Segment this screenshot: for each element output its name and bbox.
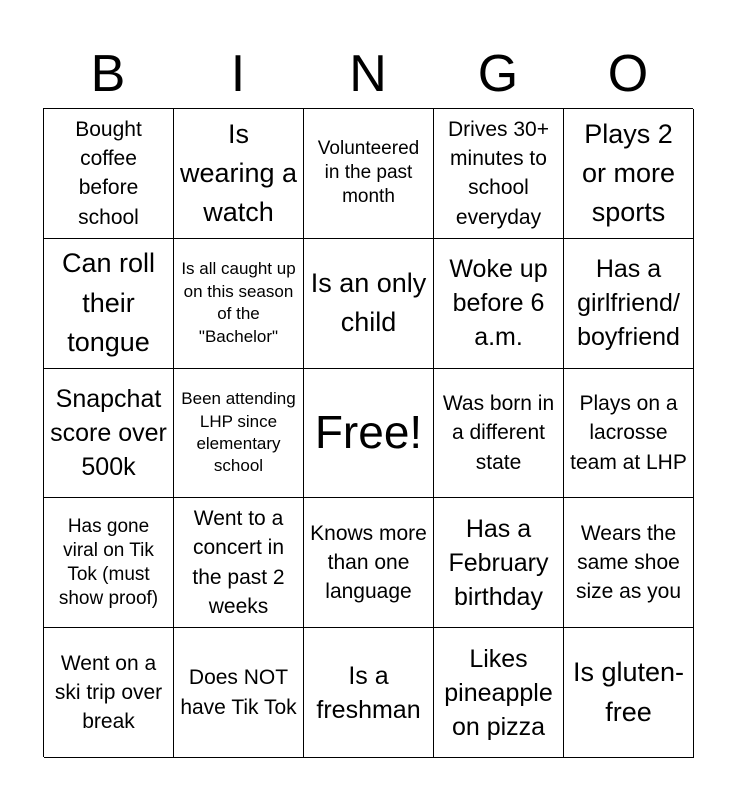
header-letter-i: I (230, 45, 246, 103)
bingo-cell[interactable] (434, 498, 564, 628)
bingo-cell[interactable] (434, 239, 564, 369)
cell-text: Likes pineapple on pizza (444, 644, 553, 741)
cell-text: Has a February birthday (448, 514, 549, 611)
cell-text: Volunteered in the past month (317, 138, 420, 208)
cell-text: Woke up before 6 a.m. (449, 255, 548, 352)
bingo-cell[interactable] (564, 109, 694, 239)
cell-text: Plays 2 or more sports (581, 118, 676, 227)
cell-text: Can roll their tongue (61, 248, 156, 357)
bingo-cell[interactable] (44, 628, 174, 758)
bingo-cell[interactable] (304, 239, 434, 369)
bingo-cell[interactable] (304, 109, 434, 239)
cell-text: Has gone viral on Tik Tok (must show proof) (58, 515, 159, 609)
bingo-cell[interactable] (564, 628, 694, 758)
bingo-cell[interactable] (44, 498, 174, 628)
bingo-cell[interactable] (304, 498, 434, 628)
bingo-cell[interactable] (174, 369, 304, 499)
bingo-cell[interactable] (174, 109, 304, 239)
free-space-text: Free! (314, 406, 423, 459)
cell-text: Is wearing a watch (179, 118, 298, 227)
cell-text: Plays on a lacrosse team at LHP (570, 391, 687, 474)
cell-text: Been attending LHP since elementary school (181, 389, 296, 476)
bingo-cell[interactable] (174, 498, 304, 628)
cell-text: Wears the same shoe size as you (575, 521, 682, 604)
cell-text: Went to a concert in the past 2 weeks (192, 507, 285, 619)
cell-text: Was born in a different state (442, 391, 555, 474)
cell-text: Has a girlfriend/ boyfriend (577, 255, 680, 352)
bingo-cell[interactable] (174, 628, 304, 758)
header-letter-g: G (477, 45, 519, 103)
cell-text: Does NOT have Tik Tok (180, 666, 297, 719)
bingo-cell[interactable] (44, 109, 174, 239)
bingo-cell[interactable] (44, 239, 174, 369)
bingo-cell[interactable] (564, 369, 694, 499)
cell-text: Is a freshman (316, 661, 421, 724)
header-letter-n: N (349, 45, 387, 103)
bingo-cell[interactable] (174, 239, 304, 369)
bingo-cell[interactable] (434, 109, 564, 239)
bingo-cell[interactable] (304, 628, 434, 758)
bingo-cell[interactable] (434, 369, 564, 499)
header-letter-o: O (607, 45, 649, 103)
cell-text: Is gluten-free (572, 657, 685, 727)
bingo-cell[interactable] (434, 628, 564, 758)
bingo-cell[interactable] (564, 498, 694, 628)
cell-text: Snapchat score over 500k (50, 384, 167, 481)
cell-text: Went on a ski trip over break (54, 651, 163, 734)
cell-text: Is all caught up on this season of the "Bachelor" (181, 259, 296, 346)
cell-text: Knows more than one language (310, 521, 427, 604)
bingo-cell[interactable] (564, 239, 694, 369)
cell-text: Is an only child (310, 268, 427, 338)
header-letter-b: B (90, 45, 126, 103)
cell-text: Bought coffee before school (75, 117, 142, 229)
free-space[interactable] (304, 369, 434, 499)
bingo-board (43, 108, 693, 757)
cell-text: Drives 30+ minutes to school everyday (448, 117, 549, 229)
bingo-header (43, 40, 693, 108)
bingo-cell[interactable] (44, 369, 174, 499)
